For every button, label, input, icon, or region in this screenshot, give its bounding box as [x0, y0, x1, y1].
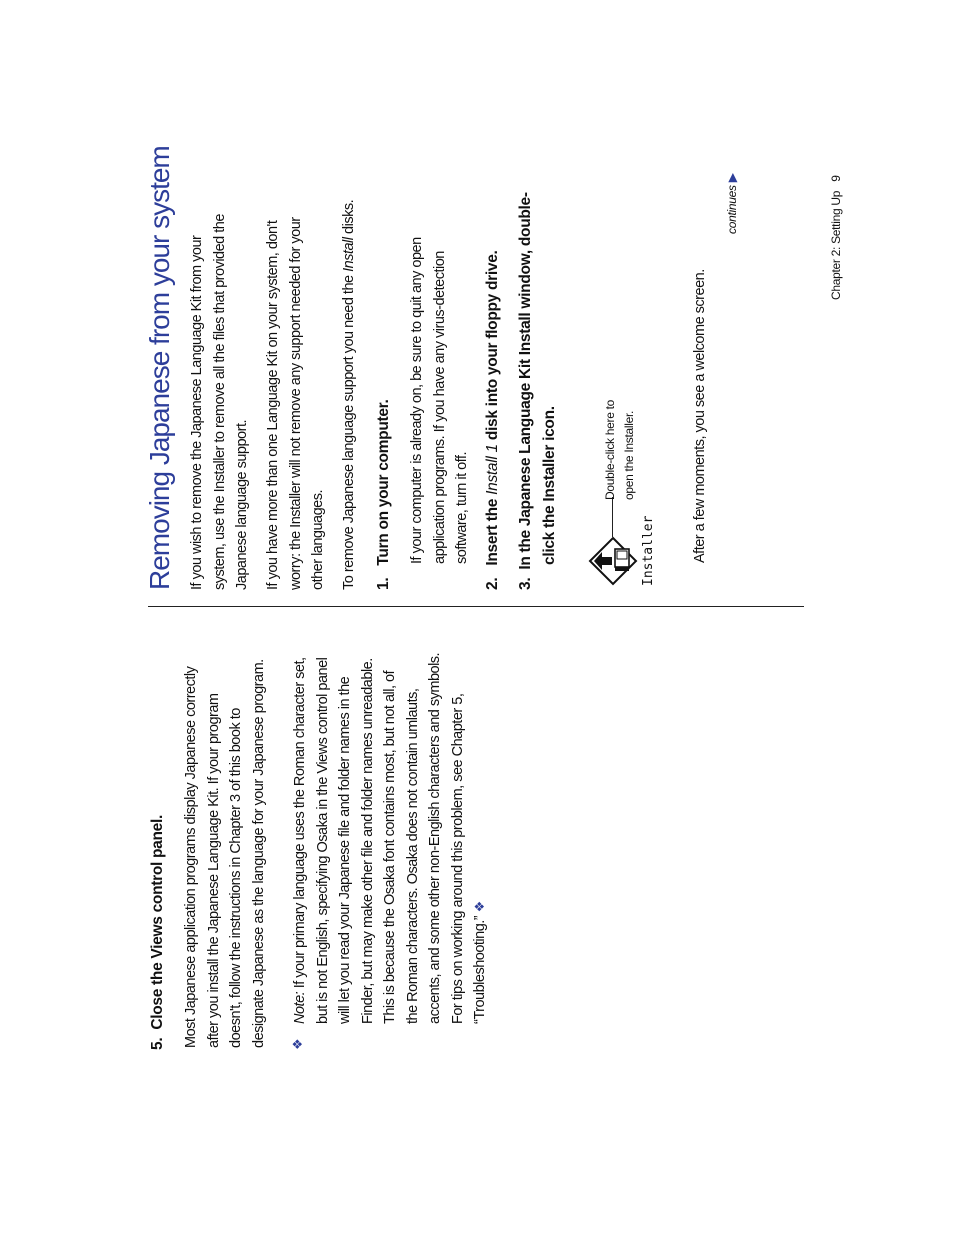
continues-label: continues: [725, 185, 739, 234]
step-3-number: 3.: [517, 577, 534, 590]
text-run: disks.: [341, 199, 357, 238]
end-diamond-icon: ❖: [472, 901, 487, 913]
step-5-title: Close the Views control panel.: [149, 814, 166, 1030]
note-label: Note:: [292, 991, 308, 1024]
step-3: [514, 192, 562, 590]
installer-icon-label: Installer: [641, 515, 656, 586]
text-line: will let you read your Japanese file and folder names in the: [337, 676, 353, 1024]
text-line: but is not English, specifying Osaka in the Views control panel: [314, 657, 331, 1024]
text-line: the Roman characters. Osaka does not contain umlauts,: [404, 688, 421, 1024]
text-line: doesn't, follow the instructions in Chapter 3 of this book to: [228, 708, 244, 1048]
installer-callout: [601, 400, 639, 500]
text-line: Japanese language support.: [234, 419, 250, 590]
step-1-number: 1.: [375, 577, 392, 590]
page-number: 9: [829, 175, 843, 182]
remove-paragraph-1: [186, 214, 254, 590]
step-5-number: 5.: [149, 1037, 166, 1050]
text-line: “Troubleshooting.”: [472, 915, 488, 1024]
step-2-number: 2.: [484, 577, 501, 590]
text-line: software, turn it off.: [454, 451, 470, 564]
callout-line-1: Double-click here to: [603, 399, 617, 500]
note-block: [289, 653, 492, 1024]
step-3-line-2: click the Installer icon.: [541, 406, 558, 565]
note-diamond-icon: ❖: [290, 1038, 305, 1050]
step-1-title: Turn on your computer.: [375, 399, 392, 566]
callout-leader-line: [612, 497, 613, 537]
section-divider: [148, 606, 804, 607]
running-head: Chapter 2: Setting Up: [829, 190, 843, 300]
text-line: application programs. If you have any virus-detection: [431, 251, 448, 564]
remove-paragraph-3: [338, 200, 361, 590]
install-1-italic: Install 1: [484, 444, 501, 495]
text-line: designate Japanese as the language for your Japanese program.: [250, 659, 267, 1048]
text-line: system, use the Installer to remove all the files that provided the: [211, 214, 228, 590]
callout-line-2: open the Installer.: [622, 410, 636, 500]
text-line: worry: the Installer will not remove any support needed for your: [287, 217, 304, 590]
text-run: disk into your floppy drive.: [484, 250, 501, 445]
remove-paragraph-2: [262, 217, 330, 590]
installer-icon[interactable]: [588, 536, 638, 586]
text-line: Most Japanese application programs display Japanese correctly: [183, 666, 199, 1048]
running-footer: [829, 175, 843, 300]
text-run: To remove Japanese language support you need the: [341, 271, 357, 590]
text-line: Finder, but may make other file and folder names unreadable.: [359, 658, 376, 1024]
text-line: If your computer is already on, be sure to quit any open: [409, 237, 425, 564]
left-paragraph: [180, 659, 270, 1048]
text-line: If you have more than one Language Kit on your system, don't: [265, 220, 281, 590]
step-1: [372, 399, 396, 590]
text-line: other languages.: [310, 489, 326, 590]
arrow-right-icon: ▶: [725, 173, 739, 183]
continues-marker: [725, 173, 739, 234]
text-line: If your primary language uses the Roman character set,: [292, 657, 308, 992]
text-line: If you wish to remove the Japanese Language Kit from your: [189, 235, 205, 590]
text-line: For tips on working around this problem, see Chapter 5,: [449, 693, 466, 1024]
install-italic: Install: [341, 237, 357, 272]
step-3-line-1: In the Japanese Language Kit Install window, double-: [517, 192, 534, 570]
text-line: This is because the Osaka font contains most, but not all, of: [382, 670, 398, 1024]
text-line: after you install the Japanese Language Kit. If your program: [205, 693, 222, 1048]
step-2: [481, 250, 505, 590]
text-run: Insert the: [484, 494, 501, 566]
text-line: accents, and some other non-English characters and symbols.: [427, 652, 443, 1024]
section-heading: Removing Japanese from your system: [144, 146, 175, 590]
step-5: [146, 815, 170, 1050]
after-text: After a few moments, you see a welcome screen.: [692, 269, 708, 563]
step-1-body: [406, 237, 474, 564]
